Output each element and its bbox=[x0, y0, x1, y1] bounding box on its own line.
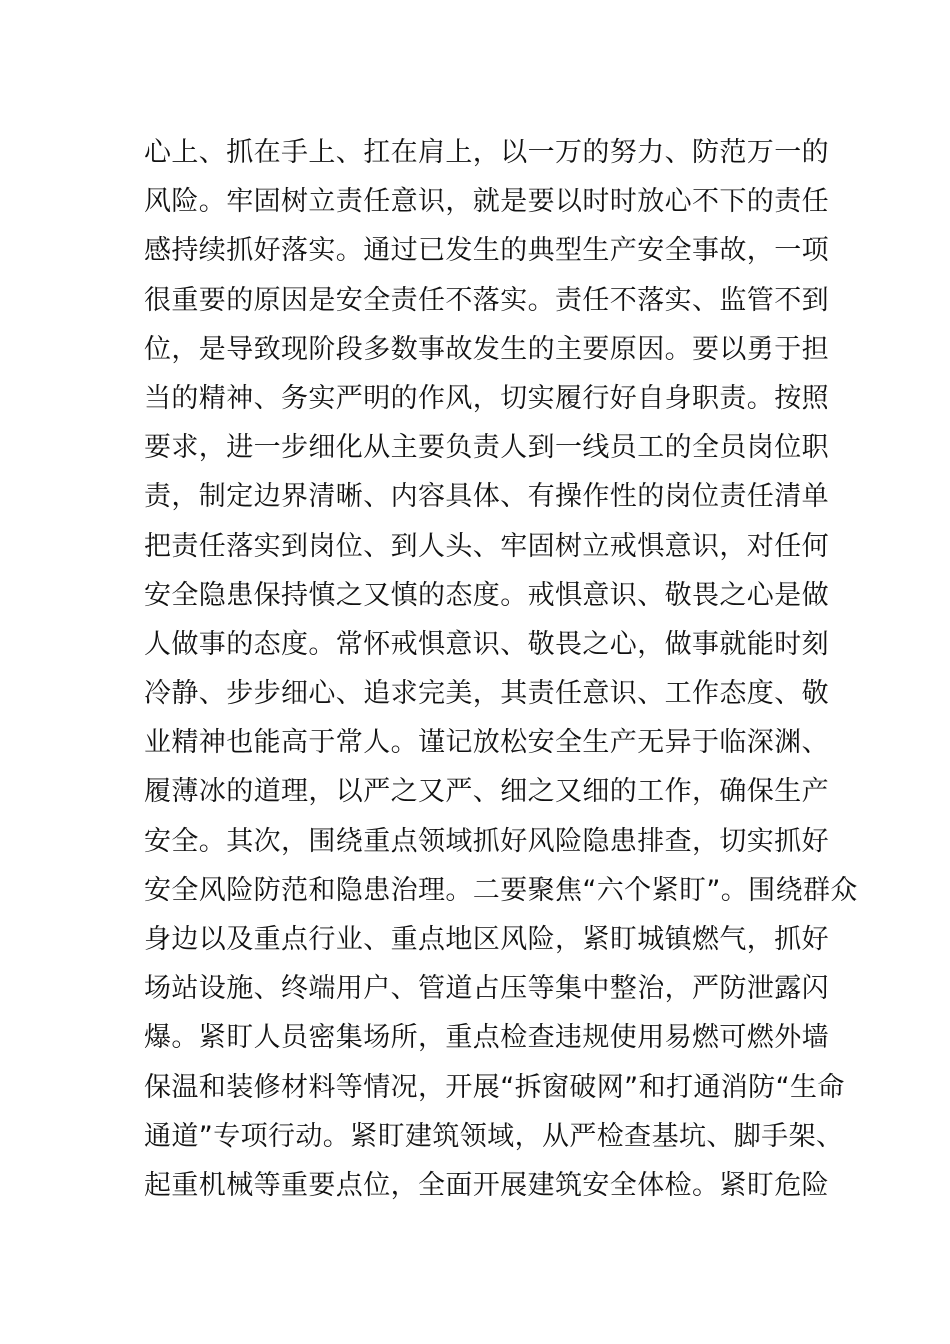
text-line: 业精神也能高于常人。谨记放松安全生产无异于临深渊、 bbox=[144, 727, 829, 759]
text-line: 把责任落实到岗位、到人头、牢固树立戒惧意识，对任何 bbox=[144, 530, 829, 562]
text-line: 风险。牢固树立责任意识，就是要以时时放心不下的责任 bbox=[144, 186, 829, 218]
text-line: 通道”专项行动。紧盯建筑领域，从严检查基坑、脚手架、 bbox=[144, 1120, 844, 1152]
text-line: 履薄冰的道理，以严之又严、细之又细的工作，确保生产 bbox=[144, 776, 829, 808]
text-line: 冷静、步步细心、追求完美，其责任意识、工作态度、敬 bbox=[144, 678, 829, 710]
text-line: 保温和装修材料等情况，开展“拆窗破网”和打通消防“生命 bbox=[144, 1071, 845, 1103]
text-line: 心上、抓在手上、扛在肩上，以一万的努力、防范万一的 bbox=[144, 137, 829, 168]
text-line: 安全。其次，围绕重点领域抓好风险隐患排查，切实抓好 bbox=[144, 825, 829, 857]
text-line: 位，是导致现阶段多数事故发生的主要原因。要以勇于担 bbox=[144, 333, 829, 365]
text-line: 很重要的原因是安全责任不落实。责任不落实、监管不到 bbox=[144, 284, 829, 316]
text-line: 当的精神、务实严明的作风，切实履行好自身职责。按照 bbox=[144, 382, 829, 414]
text-line: 感持续抓好落实。通过已发生的典型生产安全事故，一项 bbox=[144, 235, 829, 267]
text-line: 人做事的态度。常怀戒惧意识、敬畏之心，做事就能时刻 bbox=[144, 628, 829, 660]
text-line: 要求，进一步细化从主要负责人到一线员工的全员岗位职 bbox=[144, 432, 829, 464]
text-line: 场站设施、终端用户、管道占压等集中整治，严防泄露闪 bbox=[144, 973, 829, 1005]
text-line: 安全隐患保持慎之又慎的态度。戒惧意识、敬畏之心是做 bbox=[144, 579, 829, 611]
text-line: 责，制定边界清晰、内容具体、有操作性的岗位责任清单 bbox=[144, 481, 829, 513]
body-text bbox=[144, 128, 858, 1210]
text-line: 爆。紧盯人员密集场所，重点检查违规使用易燃可燃外墙 bbox=[144, 1022, 829, 1054]
text-line: 安全风险防范和隐患治理。二要聚焦“六个紧盯”。围绕群众 bbox=[144, 874, 858, 906]
text-line: 起重机械等重要点位，全面开展建筑安全体检。紧盯危险 bbox=[144, 1169, 829, 1201]
text-line: 身边以及重点行业、重点地区风险，紧盯城镇燃气，抓好 bbox=[144, 924, 829, 955]
